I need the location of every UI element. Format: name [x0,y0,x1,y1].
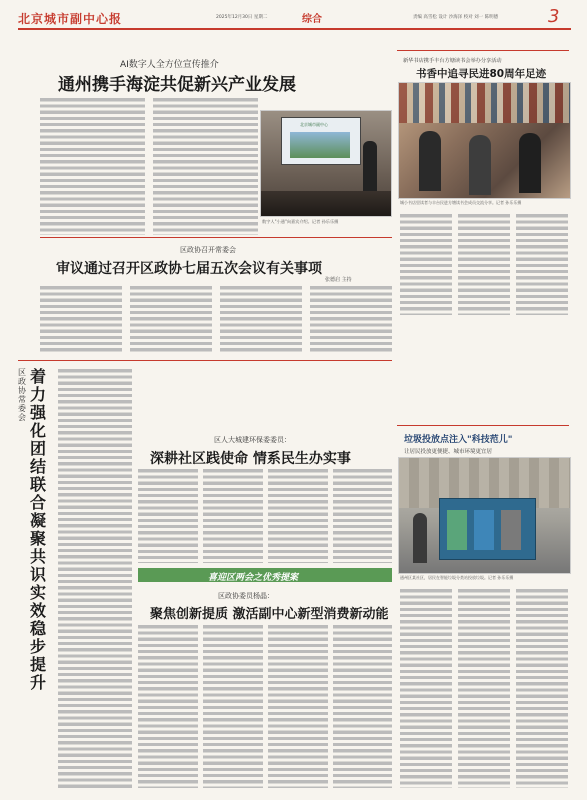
text-column [203,468,263,563]
vertical-kicker: 区政协常委会 [18,368,26,422]
text-column [58,368,132,788]
presentation-screen [281,117,361,165]
bin-panel [447,510,467,550]
paper-name: 北京城市副中心报 [18,12,123,26]
bin-panel [501,510,521,550]
article-1-photo-caption: 数字人"小通"向嘉宾介绍。记者 孙乐乐摄 [262,219,339,224]
text-column [516,213,568,315]
garbage-photo-caption: 通州区某社区，居民在智能垃圾分类站投放垃圾。记者 孙乐乐摄 [400,575,514,580]
text-column [138,624,198,788]
right-top-body [400,213,568,315]
text-column [310,285,392,353]
feature-banner [138,568,392,582]
text-column [400,213,452,315]
resident-figure [413,513,427,563]
text-column [400,588,452,788]
text-column [333,624,392,788]
vertical-body [58,368,132,788]
right-top-kicker: 新华书店携手丰台方塘读书会举办分享活动 [403,58,502,64]
article-3-kicker: 区人大城建环保委委员： [214,436,291,444]
vertical-article-rule [18,360,392,361]
article-1-photo [260,110,392,217]
right-top-photo-caption: 城小书店里读者与丰台民进方塘读书会成员交流分享。记者 孙乐乐摄 [400,200,522,205]
garbage-kicker: 垃圾投放点注入"科技范儿" [404,435,513,445]
masthead-rule [18,28,571,30]
text-column [458,588,510,788]
text-column [333,468,392,563]
article-3-headline: 深耕社区践使命 情系民生办实事 [150,451,351,467]
banner-text: 喜迎区两会之优秀提案 [208,573,299,583]
article-1-kicker: AI数字人全方位宣传推介 [120,60,219,70]
text-column [130,285,212,353]
text-column [138,468,198,563]
right-top-headline: 书香中追寻民进80周年足迹 [416,68,547,80]
right-top-photo [398,82,571,199]
editors-line: 责编 高雪松 设计 沙海泽 校对 刘一 陈明德 [413,15,499,20]
page-number: 3 [548,6,560,27]
article-2-body [40,285,392,353]
reader-figure [419,131,441,191]
masthead [0,0,587,46]
text-column [203,624,263,788]
bookshelf [399,83,570,123]
text-column [268,624,328,788]
audience [261,191,391,216]
text-column [153,97,258,235]
article-2-kicker: 区政协召开常委会 [180,246,236,254]
bin-panel [474,510,494,550]
article-4-kicker: 区政协委员杨晶： [218,592,274,600]
screen-text: 北京城市副中心 [300,122,328,127]
article-2-headline: 审议通过召开区政协七届五次会议有关事项 [56,261,322,277]
garbage-headline: 让居民投放更便捷、城市环境更宜居 [404,449,493,455]
text-column [220,285,302,353]
reader-figure [469,135,491,195]
garbage-photo [398,457,571,574]
article-2-rule [40,237,392,238]
text-column [516,588,568,788]
issue-date: 2025年12月30日 星期二 [216,15,268,20]
text-column [458,213,510,315]
text-column [40,97,145,235]
screen-image [290,132,350,158]
reader-figure [519,133,541,193]
article-4-body [138,624,392,788]
article-4-headline: 聚焦创新提质 激活副中心新型消费新动能 [150,607,389,622]
text-column [40,285,122,353]
garbage-rule [397,425,569,426]
article-3-body [138,468,392,563]
article-2-byline: 张德启 主持 [325,277,352,283]
vertical-headline: 着力强化团结联合 凝聚共识实效稳步提升 [30,367,47,692]
section-label: 综合 [302,14,322,25]
garbage-body [400,588,568,788]
article-1-headline: 通州携手海淀共促新兴产业发展 [58,75,296,95]
right-top-rule [397,50,569,51]
text-column [268,468,328,563]
